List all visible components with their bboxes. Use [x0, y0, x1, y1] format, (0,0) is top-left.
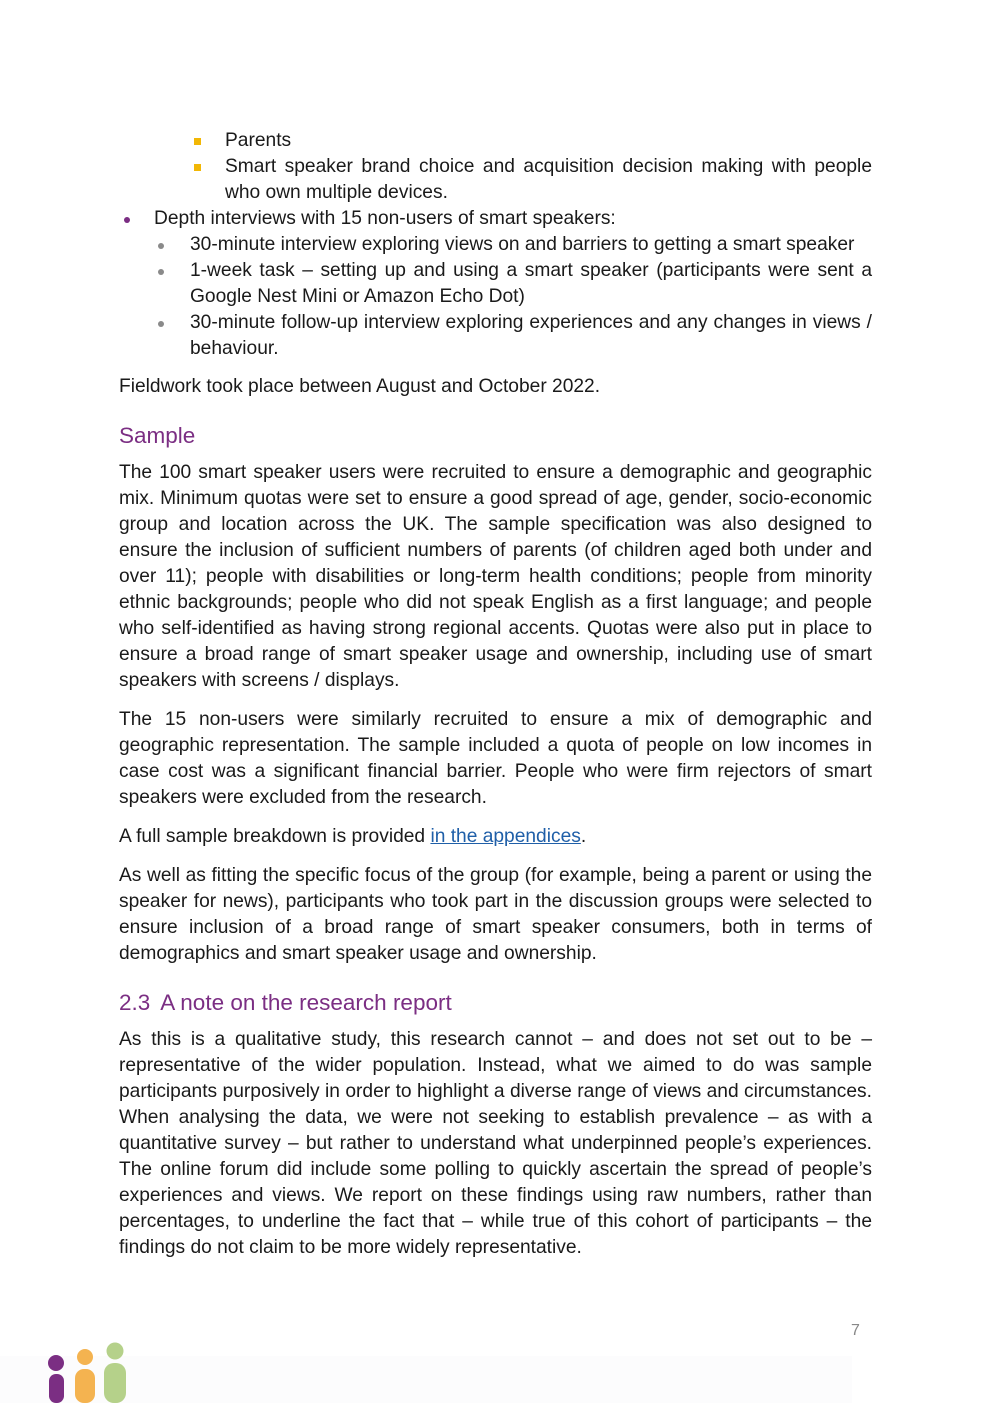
list-item: Smart speaker brand choice and acquisition decision making with people who own multiple devices.: [225, 154, 872, 206]
bullet-list: [119, 206, 872, 362]
paragraph: [119, 824, 872, 850]
paragraph: The 15 non-users were similarly recruited to ensure a mix of demographic and geographic representation. The sample included a quota of people on low incomes in case cost was a significant financial barrier. People who were firm rejectors of smart speakers were excluded from the research.: [119, 709, 872, 808]
fieldwork-paragraph: Fieldwork took place between August and October 2022.: [119, 376, 601, 397]
paragraph-text: A full sample breakdown is provided: [119, 826, 431, 847]
logo-figure-orange-body: [75, 1369, 95, 1403]
logo-figure-green-body: [104, 1363, 126, 1403]
list-item: 30-minute interview exploring views on and barriers to getting a smart speaker: [190, 232, 872, 258]
paragraph: As well as fitting the specific focus of the group (for example, being a parent or using the speaker for news), participants who took part in the discussion groups were selected to ensure inclusion of a broad range of smart speaker consumers, both in terms of demographics and smart speaker usage and ownership.: [119, 865, 872, 964]
depth-interviews-label: Depth interviews with 15 non-users of smart speakers:: [154, 208, 616, 229]
paragraph: The 100 smart speaker users were recruited to ensure a demographic and geographic mix. Minimum quotas were set to ensure a good spread of age, gender, socio-economic group and location across the UK. The sample specification was also designed to ensure the inclusion of sufficient numbers of parents (of children aged both under and over 11); people with disabilities or long-term health conditions; people from minority ethnic backgrounds; people who did not speak English as a first language; and people who self-identified as having strong regional accents. Quotas were also put in place to ensure a broad range of smart speaker usage and ownership, including use of smart speakers with screens / displays.: [119, 462, 872, 691]
logo-figure-purple-head: [48, 1355, 64, 1371]
section-title: A note on the research report: [160, 990, 452, 1015]
nested-bullet-list: [154, 232, 872, 362]
page-number: 7: [851, 1322, 860, 1339]
list-item: Parents: [225, 128, 872, 154]
paragraph: As this is a qualitative study, this research cannot – and does not set out to be – representative of the wider population. Instead, what we aimed to do was sample participants purposively in order to highlight a diverse range of views and circumstances. When analysing the data, we were not seeking to establish prevalence – as with a quantitative survey – but rather to understand what underpinned people’s experiences. The online forum did include some polling to quickly ascertain the spread of people’s experiences and views. We report on these findings using raw numbers, rather than percentages, to underline the fact that – while true of this cohort of participants – the findings do not claim to be more widely representative.: [119, 1029, 872, 1258]
paragraph-text: .: [580, 826, 587, 847]
list-item-depth-interviews: [154, 206, 872, 362]
sub-bullet-list: [119, 128, 872, 206]
brand-logo-icon: [44, 1340, 134, 1403]
logo-figure-purple-body: [49, 1374, 64, 1403]
logo-figure-orange-head: [77, 1349, 93, 1365]
sample-heading: Sample: [119, 423, 196, 448]
section-heading: [119, 989, 872, 1017]
list-item: 30-minute follow-up interview exploring experiences and any changes in views / behaviour.: [190, 310, 872, 362]
list-item: 1-week task – setting up and using a smart speaker (participants were sent a Google Nest Mini or Amazon Echo Dot): [190, 258, 872, 310]
document-body: [119, 128, 872, 1274]
appendices-link[interactable]: in the appendices: [430, 826, 581, 847]
section-number: 2.3: [119, 990, 151, 1015]
logo-figure-green-head: [107, 1343, 124, 1360]
